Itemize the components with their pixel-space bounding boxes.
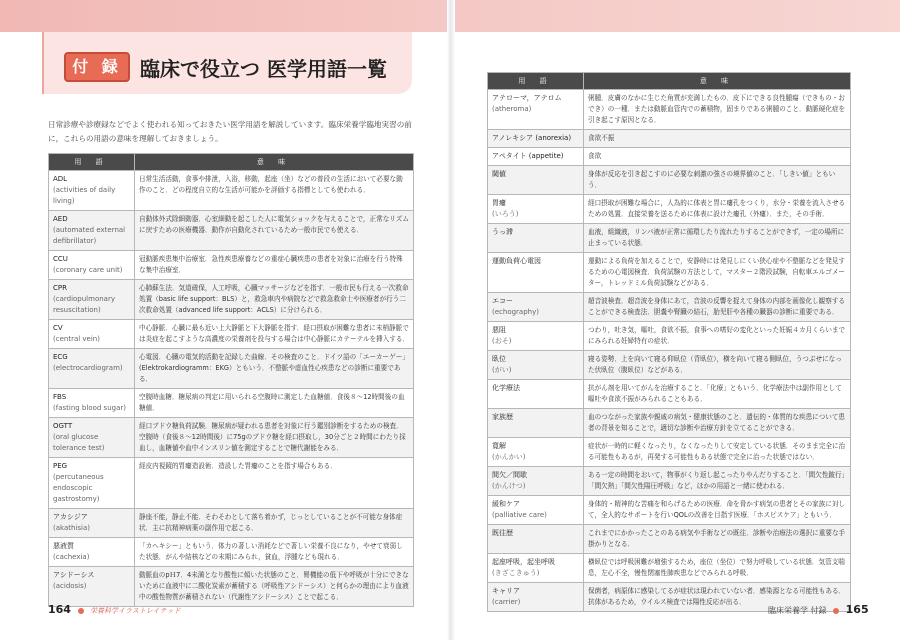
term-name: OGTT xyxy=(53,422,73,430)
table-row xyxy=(488,166,851,195)
term-reading: (いろう) xyxy=(492,210,519,218)
page-number-left: 164 xyxy=(48,603,71,616)
term-reading: (acidosis) xyxy=(53,582,87,590)
term-reading: (central vein) xyxy=(53,335,100,343)
table-row xyxy=(488,380,851,409)
intro-paragraph: 日常診療や診療録などでよく使われる知っておきたい医学用語を解説しています。臨床栄養学臨地実習の前に，これらの用語の意味を理解しておきましょう。 xyxy=(48,120,412,143)
term-name: 寛解 xyxy=(492,442,506,450)
table-row xyxy=(49,418,414,458)
bullet-dot xyxy=(833,608,839,614)
table-row xyxy=(49,211,414,251)
term-cell xyxy=(49,538,135,567)
table-row xyxy=(49,251,414,280)
term-name: キャリア xyxy=(492,587,520,595)
term-reading: (activities of daily living) xyxy=(53,186,116,205)
term-reading: (atheroma) xyxy=(492,105,532,113)
term-cell xyxy=(488,554,584,583)
table-row xyxy=(488,351,851,380)
table-row xyxy=(488,224,851,253)
term-name: 胃瘻 xyxy=(492,199,506,207)
term-reading: (きざこきゅう) xyxy=(492,569,540,577)
column-header-term: 用 語 xyxy=(49,154,135,171)
term-cell xyxy=(49,171,135,211)
table-row xyxy=(49,538,414,567)
term-name: アシドーシス xyxy=(53,571,95,579)
book-series-title: 栄養科学イラストレイテッド xyxy=(90,607,181,615)
term-cell xyxy=(488,583,584,612)
table-row xyxy=(488,525,851,554)
term-reading: (automated external defibrillator) xyxy=(53,226,126,245)
page-gutter xyxy=(447,0,455,640)
meaning-cell: 空腹時血糖．糖尿病の判定に用いられる空腹時に測定した血糖値．食後８～12時間後の血糖値． xyxy=(135,389,414,418)
meaning-cell: 保菌者，病原体に感染してるが症状は現われていない者．感染源となる可能性もある．抗体があるため，ウイルス検査では陽性反応が出る． xyxy=(584,583,851,612)
term-cell xyxy=(488,496,584,525)
column-header-term: 用 語 xyxy=(488,73,584,90)
term-reading: (coronary care unit) xyxy=(53,266,123,274)
meaning-cell: 寝る姿勢．上を向いて寝る仰臥位（背臥位），横を向いて寝る側臥位，うつぶせになった伏臥位（腹臥位）などがある． xyxy=(584,351,851,380)
meaning-cell: 冠動脈疾患集中治療室．急性疾患療養などの重症心臓疾患の患者を対象に治療を行う特殊な集中治療室． xyxy=(135,251,414,280)
term-name: 緩和ケア xyxy=(492,500,520,508)
table-row xyxy=(49,458,414,509)
term-name: CPR xyxy=(53,284,67,292)
table-row xyxy=(49,567,414,607)
term-cell xyxy=(49,567,135,607)
term-name: 運動負荷心電図 xyxy=(492,257,541,265)
table-row xyxy=(488,90,851,130)
term-name: 間欠／間歇 xyxy=(492,471,527,479)
meaning-cell: 経口摂取が困難な場合に，人為的に体表と胃に瘻孔をつくり，水分・栄養を流入させるための処置．直接栄養を送るために体表に設けた瘻孔（外瘻）．また，その手術． xyxy=(584,195,851,224)
term-cell xyxy=(488,130,584,148)
meaning-cell: 運動による負荷を加えることで，安静時には発見しにくい狭心症や不整脈などを発見するための心電図検査．負荷試験の方法として，マスター２階段試験，自転車エルゴメーター，トレッドミル負荷試験などがある． xyxy=(584,253,851,293)
meaning-cell: 超音波検査．超音波を身体にあて，音波の反響を捉えて身体の内部を画像化し観察することができる検査法．胆嚢や腎臓の結石，胎児肝や各種の臓器の診断に重要である． xyxy=(584,293,851,322)
table-row xyxy=(488,195,851,224)
term-cell xyxy=(49,349,135,389)
term-name: PEG xyxy=(53,462,68,470)
term-name: 家族歴 xyxy=(492,413,513,421)
meaning-cell: 血のつながった家族や親戚の病気・健康状態のこと．遺伝的・体質的な疾患について患者の背景を知ることで，適切な診断や治療方針を立てることができる． xyxy=(584,409,851,438)
table-row xyxy=(488,293,851,322)
meaning-cell: これまでにかかったことのある病気や手術などの既往．診断や治療法の選択に重要な手掛かりとなる． xyxy=(584,525,851,554)
table-row xyxy=(488,130,851,148)
term-reading: (percutaneous endoscopic gastrostomy) xyxy=(53,473,104,503)
term-cell xyxy=(49,211,135,251)
term-name: 化学療法 xyxy=(492,384,520,392)
term-reading: (かんけつ) xyxy=(492,482,526,490)
table-row xyxy=(488,554,851,583)
table-row xyxy=(49,349,414,389)
meaning-cell: 日常生活活動，食事や排泄，入浴，移動，起座（坐）などの普段の生活において必要な動作のこと．どの程度自立的な生活が可能かを評価する指標としても使われる． xyxy=(135,171,414,211)
column-header-meaning: 意 味 xyxy=(584,73,851,90)
meaning-cell: 中心静脈．心臓に最も近い上大静脈と下大静脈を指す．経口摂取が困難な患者に末梢静脈では炎症を起こすような高濃度の栄養剤を投与する場合は中心静脈にカテーテルを挿入する． xyxy=(135,320,414,349)
table-row xyxy=(49,509,414,538)
term-reading: (electrocardiogram) xyxy=(53,364,123,372)
term-name: 起座呼吸，起坐呼吸 xyxy=(492,558,555,566)
term-name: AED xyxy=(53,215,68,223)
meaning-cell: 経皮内視鏡的胃瘻造設術．造設した胃瘻のことを指す場合もある． xyxy=(135,458,414,509)
table-row xyxy=(488,467,851,496)
meaning-cell: 横臥位では呼吸困難が増強するため，座位（坐位）で努力呼吸している状態．気管支喘息，左心不全，慢性閉塞性肺疾患などでみられる呼吸． xyxy=(584,554,851,583)
term-cell xyxy=(488,293,584,322)
table-row xyxy=(49,389,414,418)
table-row xyxy=(49,320,414,349)
term-name: FBS xyxy=(53,393,67,401)
term-cell xyxy=(488,253,584,293)
footer-left xyxy=(48,603,181,616)
appendix-badge: 付 録 xyxy=(64,52,130,82)
meaning-cell: 抗がん剤を用いてがんを治療すること．「化療」ともいう．化学療法中は副作用として嘔吐や食欲不振がみられることもある． xyxy=(584,380,851,409)
term-cell xyxy=(488,195,584,224)
meaning-cell: 食欲不振 xyxy=(584,130,851,148)
term-cell xyxy=(49,458,135,509)
meaning-cell: 粥腫．皮膚のなかに生じた角質が充満したもの．皮下にできる良性腫瘍（できもの・おでき）の一種．または動脈血管内での蓄積物，固まりである粥腫のこと．動脈硬化症を引き起こす原因となる． xyxy=(584,90,851,130)
table-row xyxy=(488,438,851,467)
term-name: 臥位 xyxy=(492,355,506,363)
term-reading: (palliative care) xyxy=(492,511,547,519)
table-row xyxy=(488,322,851,351)
term-name: ADL xyxy=(53,175,68,183)
table-row xyxy=(488,496,851,525)
term-reading: (cardiopulmonary resuscitation) xyxy=(53,295,115,314)
page-title: 臨床で役立つ 医学用語一覧 xyxy=(140,57,387,81)
meaning-cell: 静座不能，静止不能．そわそわとして落ち着かず，じっとしていることが不可能な身体症状．主に抗精神病薬の副作用で起こる． xyxy=(135,509,414,538)
glossary-table-left xyxy=(48,153,414,607)
column-header-meaning: 意 味 xyxy=(135,154,414,171)
term-name: CV xyxy=(53,324,63,332)
table-row xyxy=(488,409,851,438)
term-reading: (oral glucose tolerance test) xyxy=(53,433,105,452)
meaning-cell: つわり，吐き気，嘔吐，食欲不振，食事への嗜好の変化といった妊娠４カ月くらいまでにみられる妊婦特有の症状． xyxy=(584,322,851,351)
page-number-right: 165 xyxy=(845,603,869,616)
term-cell xyxy=(488,525,584,554)
meaning-cell: 心肺蘇生法．気道確保，人工呼吸，心臓マッサージなどを指す．一般市民も行える一次救命処置（basic life support：BLS）と，救急車内や病院などで救急救命士や医療者が行う二次救命処置（advanced life support：ACLS）に分けられる． xyxy=(135,280,414,320)
term-cell xyxy=(488,224,584,253)
term-name: CCU xyxy=(53,255,68,263)
term-name: アカシジア xyxy=(53,513,88,521)
term-reading: (akathisia) xyxy=(53,524,90,532)
term-cell xyxy=(49,418,135,458)
footer-right xyxy=(768,603,869,616)
term-cell xyxy=(488,322,584,351)
meaning-cell: 身体が反応を引き起こすのに必要な刺激の強さの境界値のこと．「しきい値」ともいう． xyxy=(584,166,851,195)
term-name: アノレキシア (anorexia) xyxy=(492,134,572,142)
term-name: 悪阻 xyxy=(492,326,506,334)
term-reading: (fasting blood sugar) xyxy=(53,404,126,412)
term-cell xyxy=(488,351,584,380)
chapter-label: 臨床栄養学 付録 xyxy=(768,606,827,615)
table-row xyxy=(488,253,851,293)
term-name: エコー xyxy=(492,297,513,305)
meaning-cell: 心電図．心臓の電気的活動を記録した曲線．その検査のこと．ドイツ語の「エーカーゲー」(Elektrokardiogramm：EKG）ともいう．不整脈や虚血性心疾患などの診断に重要である． xyxy=(135,349,414,389)
term-name: ECG xyxy=(53,353,68,361)
meaning-cell: ある一定の時間をおいて，物事がくり返し起こったりやんだりすること．「間欠性跛行」「間欠熱」「間欠性陽圧呼吸」など，ほかの用語と一緒に使われる． xyxy=(584,467,851,496)
term-cell xyxy=(488,409,584,438)
term-reading: (echography) xyxy=(492,308,539,316)
meaning-cell: 経口ブドウ糖負荷試験．糖尿病が疑われる患者を対象に行う鑑別診断をするための検査．空腹時（食後８～12時間後）に75gのブドウ糖を経口摂取し，30分ごと２時間にわたり採血し，血糖値や血中インスリン値を測定することで糖代謝能をみる． xyxy=(135,418,414,458)
table-row xyxy=(49,280,414,320)
term-reading: (おそ) xyxy=(492,337,512,345)
term-reading: (carrier) xyxy=(492,598,521,606)
bullet-dot xyxy=(78,608,84,614)
term-name: 既往歴 xyxy=(492,529,513,537)
meaning-cell: 自動体外式除細動器．心室細動を起こした人に電気ショックを与えることで，正常なリズムに戻すための医療機器．動作が自動化されているため一般市民でも使える． xyxy=(135,211,414,251)
term-cell xyxy=(488,380,584,409)
term-name: うっ滞 xyxy=(492,228,513,236)
glossary-table-right xyxy=(487,72,851,612)
meaning-cell: 「カヘキシー」ともいう．体力の著しい消耗などで著しい栄養不良になり，やせて衰弱した状態．がんや結核などの末期にみられ，貧血，浮腫なども現れる． xyxy=(135,538,414,567)
term-name: 悪液質 xyxy=(53,542,74,550)
term-cell xyxy=(488,467,584,496)
table-row xyxy=(49,171,414,211)
meaning-cell: 血液，組織液，リンパ液が正常に循環したり流れたりすることができず，一定の場所に止まっている状態． xyxy=(584,224,851,253)
meaning-cell: 身体的・精神的な苦痛を和らげるための医療．命を脅かす病気の患者とその家族に対して，全人的なサポートを行いQOLの改善を目指す医療．「ホスピスケア」ともいう． xyxy=(584,496,851,525)
meaning-cell: 症状が一時的に軽くなったり，なくなったりして安定している状態．そのまま完全に治る可能性もあるが，再発する可能性もある状態で完全に治った状態ではない． xyxy=(584,438,851,467)
term-cell xyxy=(49,251,135,280)
table-row xyxy=(488,148,851,166)
term-reading: (cachexia) xyxy=(53,553,90,561)
term-cell xyxy=(488,166,584,195)
term-cell xyxy=(488,438,584,467)
term-cell xyxy=(488,90,584,130)
term-cell xyxy=(488,148,584,166)
meaning-cell: 食欲 xyxy=(584,148,851,166)
term-name: 閾値 xyxy=(492,170,506,178)
term-cell xyxy=(49,389,135,418)
term-reading: (かんかい) xyxy=(492,453,526,461)
term-cell xyxy=(49,509,135,538)
term-cell xyxy=(49,280,135,320)
term-name: アテローマ，アテロム xyxy=(492,94,562,102)
term-name: アペタイト (appetite) xyxy=(492,152,564,160)
term-cell xyxy=(49,320,135,349)
meaning-cell: 動脈血のpＨ7．4未満となり酸性に傾いた状態のこと．腎機能の低下や呼吸が十分にできないために血液中に二酸化炭素が蓄積する（呼吸性アシドーシス）と何らかの理由により血液中の酸性物質が蓄積されない（代謝性アシドーシス）ことで起こる． xyxy=(135,567,414,607)
term-reading: (がい) xyxy=(492,366,512,374)
